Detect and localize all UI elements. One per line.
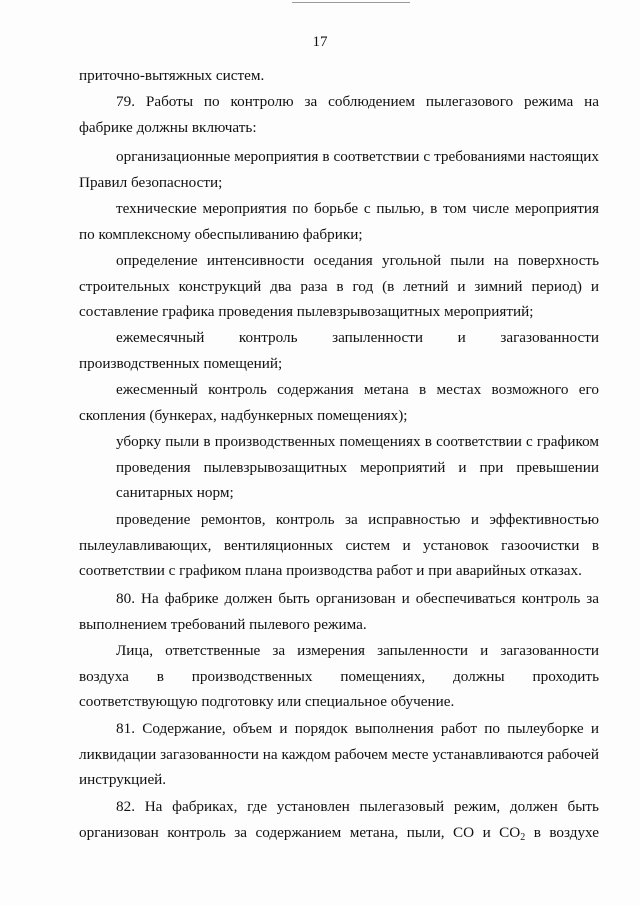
paragraph-technical: технические мероприятия по борьбе с пылью, в том числе мероприятия по комплексному обеспыливанию фабрики; [79, 200, 599, 243]
paragraph-shift-control: ежесменный контроль содержания метана в местах возможного его скопления (бункерах, надбункерных помещениях); [79, 381, 599, 424]
paragraph-responsible-persons: Лица, ответственные за измерения запыленности и загазованности воздуха в производственных помещениях, должны проходить соответствующую подготовку или специальное обучение. [79, 642, 599, 711]
paragraph-sedimentation: определение интенсивности оседания угольной пыли на поверхность строительных конструкций два раза в год (в летний и зимний период) и составление графика проведения пылевзрывозащитных мероприятий; [79, 252, 599, 321]
paragraph-item-81: 81. Содержание, объем и порядок выполнения работ по пылеуборке и ликвидации загазованности на каждом рабочем месте устанавливаются рабочей инструкцией. [79, 720, 599, 789]
top-edge-line [292, 2, 410, 3]
paragraph-item-82-text: 82. На фабриках, где установлен пылегазовый режим, должен быть организован контроль за содержанием метана, пыли, CO и CO [79, 798, 599, 841]
paragraph-monthly-control: ежемесячный контроль запыленности и загазованности производственных помещений; [79, 329, 599, 372]
paragraph-repairs: проведение ремонтов, контроль за исправностью и эффективностью пылеулавливающих, вентиляционных систем и установок газоочистки в соответствии с графиком плана производства работ и при аварийных отказах. [79, 511, 599, 580]
paragraph-item-79: 79. Работы по контролю за соблюдением пылегазового режима на фабрике должны включать: [79, 93, 599, 136]
page-number: 17 [312, 34, 328, 50]
paragraph-continuation: приточно-вытяжных систем. [79, 67, 265, 84]
paragraph-item-82-end: в воздухе [525, 823, 599, 841]
paragraph-item-80: 80. На фабрике должен быть организован и обеспечиваться контроль за выполнением требований пылевого режима. [79, 590, 599, 633]
paragraph-item-82 [79, 794, 599, 850]
co2-subscript: 2 [520, 831, 526, 843]
paragraph-organizational: организационные мероприятия в соответствии с требованиями настоящих Правил безопасности; [79, 148, 599, 191]
paragraph-dust-cleaning: уборку пыли в производственных помещениях в соответствии с графиком проведения пылевзрывозащитных мероприятий и при превышении санитарных норм; [116, 433, 599, 502]
